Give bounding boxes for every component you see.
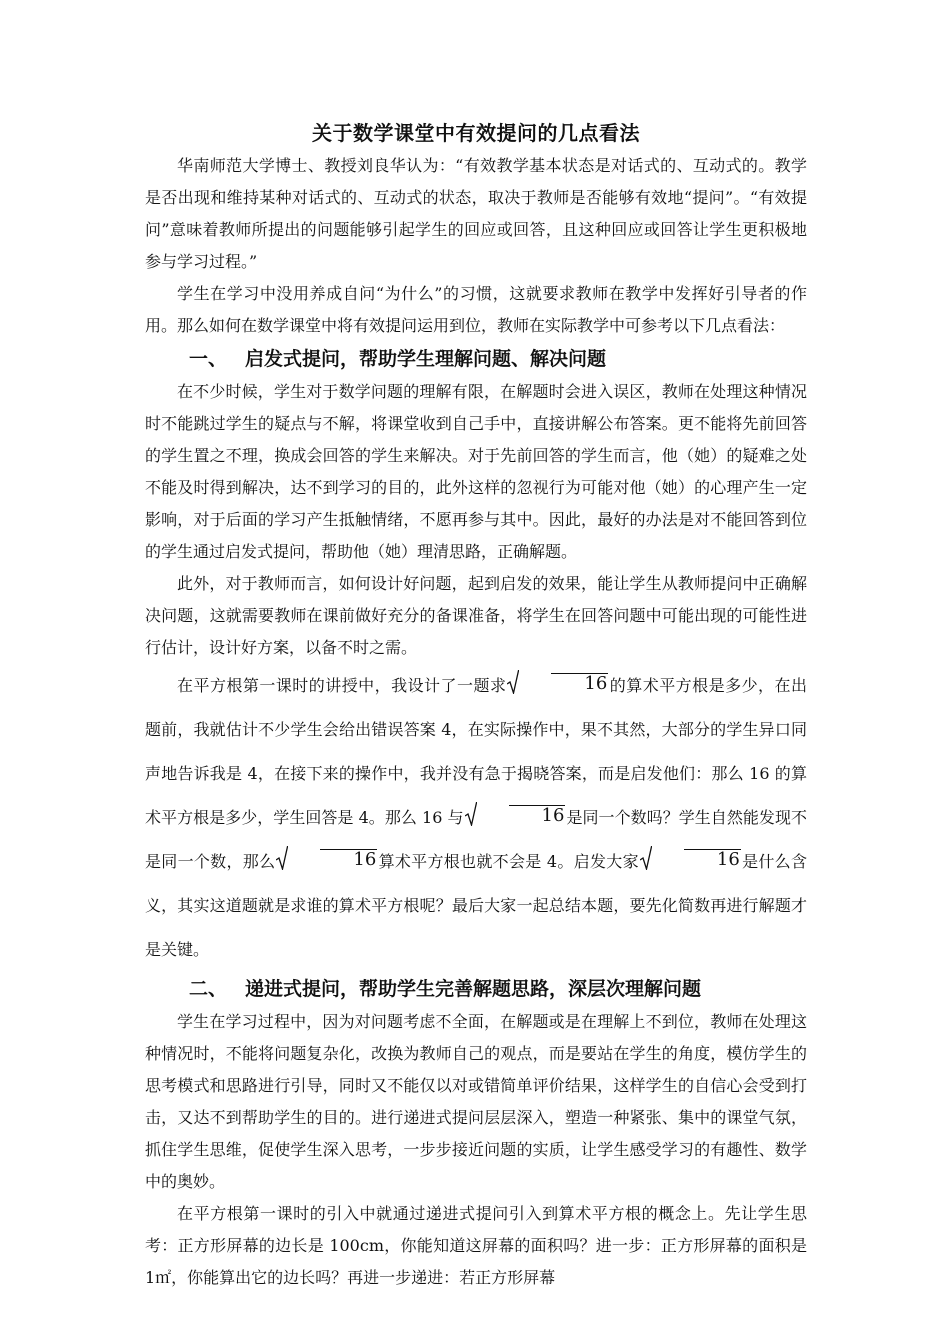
intro-paragraph-2: 学生在学习中没用养成自问“为什么”的习惯，这就要求教师在教学中发挥好引导者的作用。那么如何在数学课堂中将有效提问运用到位，教师在实际教学中可参考以下几点看法：: [145, 284, 807, 335]
section-1-paragraph-1: 在不少时候，学生对于数学问题的理解有限，在解题时会进入误区，教师在处理这种情况时不能跳过学生的疑点与不解，将课堂收到自己手中，直接讲解公布答案。更不能将先前回答的学生置之不理，换成会回答的学生来解决。对于先前回答的学生而言，他（她）的疑难之处不能及时得到解决，达不到学习的目的，此外这样的忽视行为可能对他（她）的心理产生一定影响，对于后面的学习产生抵触情绪，不愿再参与其中。因此，最好的办法是对不能回答到位的学生通过启发式提问，帮助他（她）理清思路，正确解题。: [145, 382, 807, 561]
sqrt-radicand: 16: [320, 849, 377, 869]
sqrt-radicand: 16: [509, 805, 566, 825]
sqrt-radicand: 16: [551, 673, 608, 693]
sqrt-radicand: 16: [684, 849, 741, 869]
section-2-number: 二、: [189, 978, 228, 1000]
section-1-paragraph-2: 此外，对于教师而言，如何设计好问题，起到启发的效果，能让学生从教师提问中正确解决问题，这就需要教师在课前做好充分的备课准备，将学生在回答问题中可能出现的可能性进行估计，设计好方案，以备不时之需。: [145, 574, 807, 657]
sqrt-16-expression: [507, 673, 608, 694]
example-text-3: 是同一个数吗？学生自然能发现不是同一个数，那么: [145, 808, 807, 871]
sqrt-16-expression: [276, 849, 377, 870]
section-1-heading: [145, 342, 807, 376]
sqrt-16-expression: [465, 805, 566, 826]
radical-sign-icon: [507, 670, 519, 694]
radical-sign-icon: [465, 802, 477, 826]
section-2-paragraph-1: 学生在学习过程中，因为对问题考虑不全面，在解题或是在理解上不到位，教师在处理这种情况时，不能将问题复杂化，改换为教师自己的观点，而是要站在学生的角度，模仿学生的思考模式和思路进行引导，同时又不能仅以对或错简单评价结果，这样学生的自信心会受到打击，又达不到帮助学生的目的。进行递进式提问层层深入，塑造一种紧张、集中的课堂气氛，抓住学生思维，促使学生深入思考，一步步接近问题的实质，让学生感受学习的有趣性、数学中的奥妙。: [145, 1012, 807, 1191]
example-text-1: 在平方根第一课时的讲授中，我设计了一题求: [177, 676, 507, 695]
example-text-4: 算术平方根也就不会是 4。启发大家: [378, 852, 639, 871]
section-2-title: 递进式提问，帮助学生完善解题思路，深层次理解问题: [245, 978, 702, 1000]
radical-sign-icon: [276, 846, 288, 870]
section-2-paragraph-2: 在平方根第一课时的引入中就通过递进式提问引入到算术平方根的概念上。先让学生思考：正方形屏幕的边长是 100cm，你能知道这屏幕的面积吗？进一步：正方形屏幕的面积是 1㎡，你能算出它的边长吗？再进一步递进：若正方形屏幕: [145, 1204, 807, 1287]
document-body: [145, 118, 807, 1294]
example-text-5: 是什么含义，其实这道题就是求谁的算术平方根呢？最后大家一起总结本题，要先化简数再进行解题才是关键。: [145, 852, 807, 959]
sqrt-16-expression: [640, 849, 741, 870]
radical-sign-icon: [640, 846, 652, 870]
intro-paragraph-1: 华南师范大学博士、教授刘良华认为：“有效教学基本状态是对话式的、互动式的。教学是否出现和维持某种对话式的、互动式的状态，取决于教师是否能够有效地“提问”。“有效提问”意味着教师所提出的问题能够引起学生的回应或回答，且这种回应或回答让学生更积极地参与学习过程。”: [145, 156, 807, 271]
section-1-title: 启发式提问，帮助学生理解问题、解决问题: [245, 348, 607, 370]
section-1-number: 一、: [189, 348, 228, 370]
document-title: 关于数学课堂中有效提问的几点看法: [312, 121, 640, 145]
section-1-example-paragraph: [145, 664, 807, 972]
section-2-heading: [145, 972, 807, 1006]
example-text-2: 的算术平方根是多少，在出题前，我就估计不少学生会给出错误答案 4，在实际操作中，果不其然，大部分的学生异口同声地告诉我是 4，在接下来的操作中，我并没有急于揭晓答案，而是启发他们：那么 16 的算术平方根是多少，学生回答是 4。那么 16 与: [145, 676, 807, 827]
